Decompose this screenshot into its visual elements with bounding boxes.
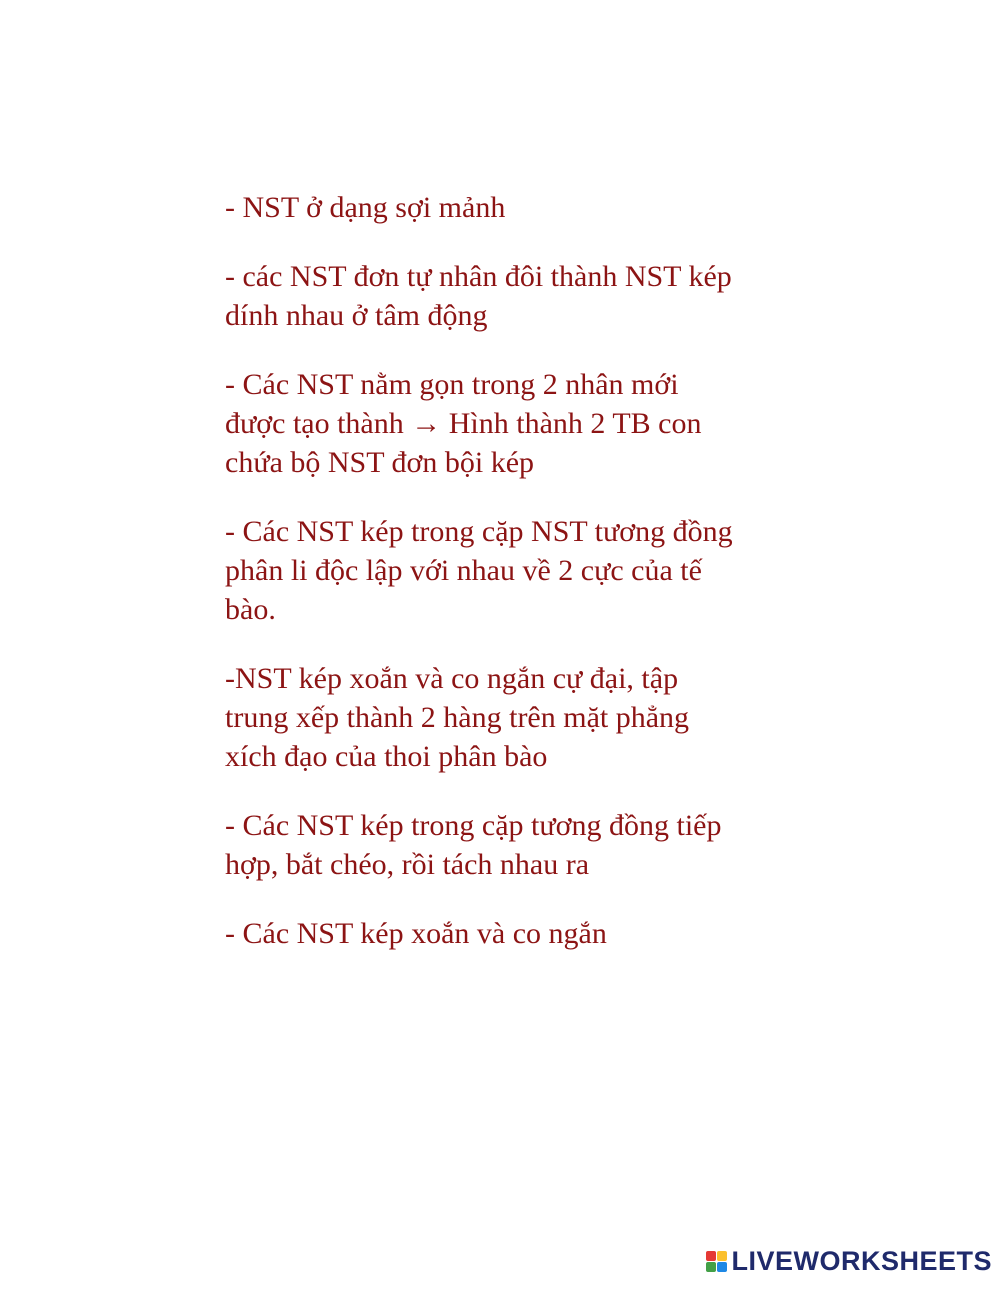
statement-item[interactable]: [225, 257, 785, 335]
statement-line: - NST ở dạng sợi mảnh: [225, 191, 506, 224]
statement-item[interactable]: [225, 188, 785, 227]
statement-line: dính nhau ở tâm động: [225, 299, 488, 332]
logo-square: [706, 1251, 716, 1261]
statement-line: được tạo thành → Hình thành 2 TB con: [225, 407, 702, 440]
liveworksheets-brand: [706, 1246, 992, 1277]
statement-line: - các NST đơn tự nhân đôi thành NST kép: [225, 260, 732, 293]
logo-square: [717, 1251, 727, 1261]
statement-line: - Các NST kép xoắn và co ngắn: [225, 917, 607, 950]
statement-item[interactable]: [225, 659, 785, 776]
statement-list: [225, 188, 785, 983]
statement-item[interactable]: [225, 512, 785, 629]
statement-line: - Các NST kép trong cặp tương đồng tiếp: [225, 809, 722, 842]
logo-square: [717, 1262, 727, 1272]
statement-item[interactable]: [225, 365, 785, 482]
statement-line: - Các NST kép trong cặp NST tương đồng: [225, 515, 733, 548]
brand-wordmark: LIVEWORKSHEETS: [731, 1246, 992, 1276]
liveworksheets-logo-icon: [706, 1251, 727, 1272]
statement-line: trung xếp thành 2 hàng trên mặt phẳng: [225, 701, 690, 734]
statement-item[interactable]: [225, 806, 785, 884]
statement-line: -NST kép xoắn và co ngắn cự đại, tập: [225, 662, 679, 695]
statement-line: hợp, bắt chéo, rồi tách nhau ra: [225, 848, 590, 881]
statement-line: phân li độc lập với nhau về 2 cực của tế: [225, 554, 702, 587]
statement-line: chứa bộ NST đơn bội kép: [225, 446, 535, 479]
logo-square: [706, 1262, 716, 1272]
statement-line: - Các NST nằm gọn trong 2 nhân mới: [225, 368, 679, 401]
statement-item[interactable]: [225, 914, 785, 953]
statement-line: bào.: [225, 593, 276, 626]
statement-line: xích đạo của thoi phân bào: [225, 740, 548, 773]
